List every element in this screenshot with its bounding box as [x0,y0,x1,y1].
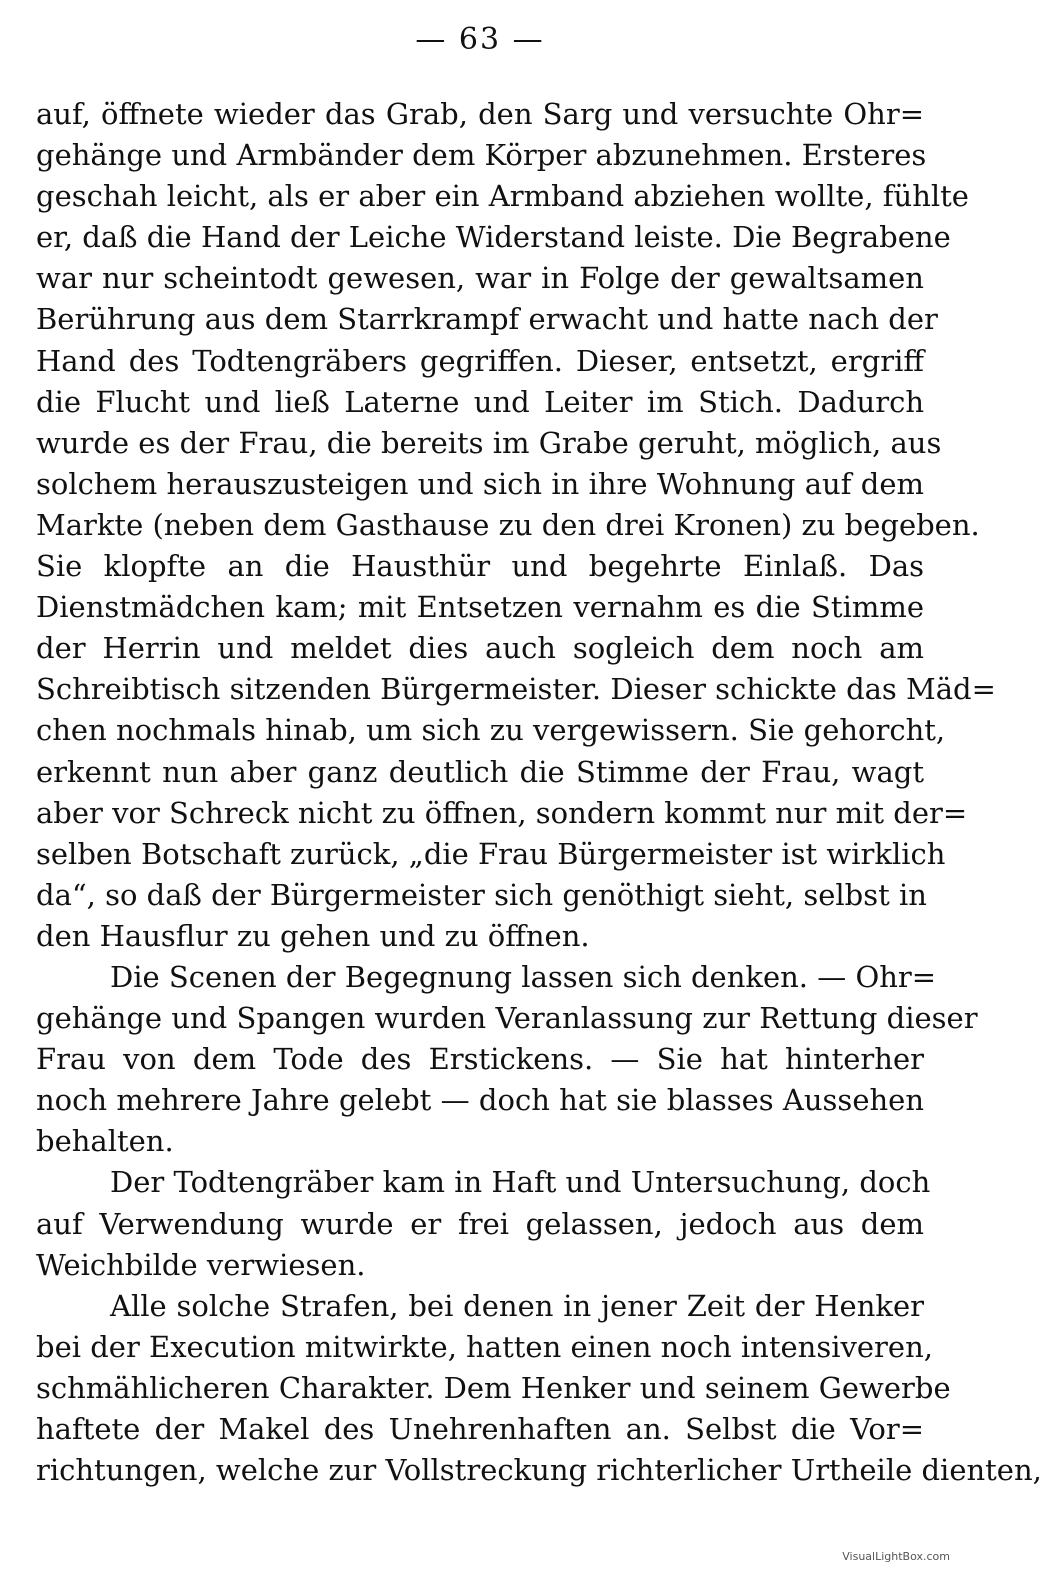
text-body [36,94,1042,1491]
text-line: Die Scenen der Begegnung lassen sich denken. — Ohr= [110,959,937,994]
text-line: geschah leicht, als er aber ein Armband abziehen wollte, fühlte [36,179,969,214]
text-line: Hand des Todtengräbers gegriffen. Dieser, entsetzt, ergriff [36,343,924,378]
text-line: Schreibtisch sitzenden Bürgermeister. Dieser schickte das Mäd= [36,672,996,707]
text-line: schmählicheren Charakter. Dem Henker und seinem Gewerbe [36,1370,951,1405]
text-line: Dienstmädchen kam; mit Entsetzen vernahm es die Stimme [36,590,924,625]
text-line: wurde es der Frau, die bereits im Grabe geruht, möglich, aus [36,425,942,460]
paragraph [36,1162,931,1285]
text-line: den Hausflur zu gehen und zu öffnen. [36,918,590,953]
text-line: der Herrin und meldet dies auch sogleich dem noch am [36,631,924,666]
paragraph [36,1286,1042,1491]
text-line: behalten. [36,1124,174,1159]
paragraph [36,94,996,957]
text-line: war nur scheintodt gewesen, war in Folge der gewaltsamen [36,261,924,296]
text-line: Weichbilde verwiesen. [36,1247,366,1282]
text-line: Berührung aus dem Starrkrampf erwacht und hatte nach der [36,302,938,337]
text-line: auf, öffnete wieder das Grab, den Sarg und versuchte Ohr= [36,97,924,131]
text-line: richtungen, welche zur Vollstreckung richterlicher Urtheile dienten, [36,1453,1042,1488]
text-line: Frau von dem Tode des Erstickens. — Sie hat hinterher [36,1042,924,1077]
text-line: da“, so daß der Bürgermeister sich genöthigt sieht, selbst in [36,877,927,912]
paragraph [36,957,978,1162]
page-number: — 63 — [415,22,545,57]
text-line: Der Todtengräber kam in Haft und Untersuchung, doch [110,1165,931,1200]
text-line: chen nochmals hinab, um sich zu vergewissern. Sie gehorcht, [36,713,946,748]
text-line: aber vor Schreck nicht zu öffnen, sondern kommt nur mit der= [36,795,968,830]
text-line: er, daß die Hand der Leiche Widerstand leiste. Die Begrabene [36,220,951,255]
text-line: solchem herauszusteigen und sich in ihre Wohnung auf dem [36,466,924,501]
text-line: Markte (neben dem Gasthause zu den drei Kronen) zu begeben. [36,507,980,542]
text-line: Sie klopfte an die Hausthür und begehrte Einlaß. Das [36,549,924,584]
text-line: erkennt nun aber ganz deutlich die Stimme der Frau, wagt [36,754,924,789]
text-line: bei der Execution mitwirkte, hatten einen noch intensiveren, [36,1329,933,1364]
text-line: gehänge und Spangen wurden Veranlassung zur Rettung dieser [36,1001,978,1036]
text-line: noch mehrere Jahre gelebt — doch hat sie blasses Aussehen [36,1083,924,1118]
text-line: Alle solche Strafen, bei denen in jener Zeit der Henker [110,1288,924,1323]
text-line: selben Botschaft zurück, „die Frau Bürgermeister ist wirklich [36,836,946,871]
text-line: haftete der Makel des Unehrenhaften an. Selbst die Vor= [36,1412,924,1446]
watermark: VisualLightBox.com [842,1550,950,1563]
text-line: gehänge und Armbänder dem Körper abzunehmen. Ersteres [36,138,927,173]
text-line: die Flucht und ließ Laterne und Leiter im Stich. Dadurch [36,384,924,419]
text-line: auf Verwendung wurde er frei gelassen, jedoch aus dem [36,1206,924,1241]
